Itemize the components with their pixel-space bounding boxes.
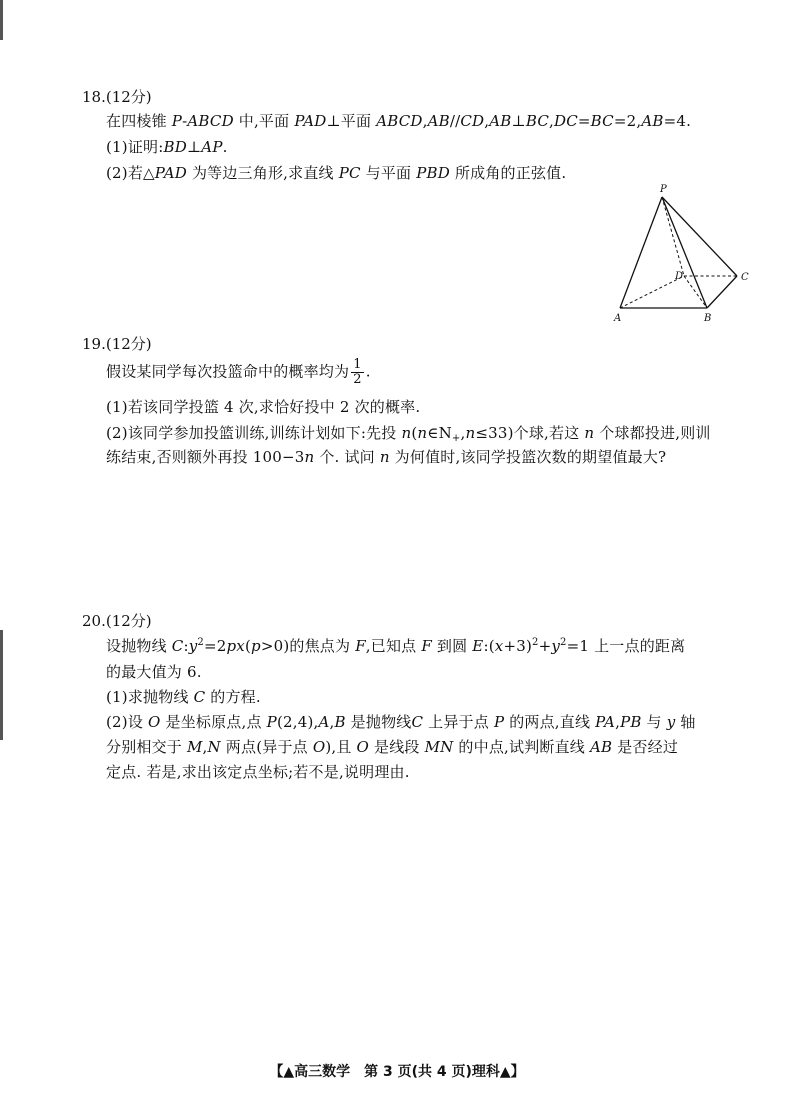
math: PAD [154,164,187,182]
text: , [549,112,554,130]
math: B [334,713,346,731]
question-20-part-2-cont [106,736,678,757]
math: PC [338,164,361,182]
superscript: 2 [532,637,539,648]
text: // [449,112,461,130]
text: 两点(异于点 [220,738,313,756]
math: P [266,713,277,731]
text: 个. 试问 [314,448,380,466]
question-19-part-1: (1)若该同学投篮 4 次,求恰好投中 2 次的概率. [106,398,421,416]
text: 轴 [675,713,696,731]
math: C [193,688,206,706]
text: 练结束,否则额外再投 100−3 [106,448,305,466]
math: O [356,738,370,756]
question-20-stem-cont: 的最大值为 6. [106,663,202,681]
text: (2,4), [276,713,319,731]
math: ABCD [187,112,234,130]
math: O [312,738,326,756]
math: n [417,424,428,442]
math: PA [595,713,616,731]
text: ,已知点 [365,637,422,655]
text: 与平面 [360,164,417,182]
label-c: C [741,272,749,283]
question-20-part-1 [106,686,261,707]
text: +3) [503,637,533,655]
question-19-heading: 19.(12分) [82,335,152,353]
question-18-heading: 18.(12分) [82,88,152,106]
superscript: 2 [197,637,204,648]
math: PAD [294,112,327,130]
edge-pa [620,197,662,308]
question-20-part-2-end: 定点. 若是,求出该定点坐标;若不是,说明理由. [106,763,410,781]
text: . [365,362,371,381]
text: 设抛物线 [106,637,172,655]
text: =2 [203,637,227,655]
math: BD [163,138,187,156]
question-20-part-2 [106,711,696,732]
math: AB [589,738,613,756]
math: y [551,637,561,655]
label-b: B [704,313,712,324]
text: , [460,424,466,442]
question-20-heading: 20.(12分) [82,612,152,630]
question-18-part-2 [106,162,566,183]
text: >0)的焦点为 [260,637,356,655]
text: 的方程. [205,688,261,706]
question-20-stem [106,635,685,656]
fraction-numerator: 1 [353,357,362,372]
math: px [226,637,245,655]
question-19-stem [106,358,371,387]
text: , [484,112,490,130]
math: y [188,637,198,655]
question-19-part-2 [106,422,711,444]
text: 到圆 [431,637,473,655]
text: =2, [613,112,642,130]
text: 的中点,试判断直线 [453,738,590,756]
text: (2)该同学参加投篮训练,训练计划如下:先投 [106,424,402,442]
text: 是坐标原点,点 [160,713,267,731]
text: 在四棱锥 [106,112,172,130]
text: 与 [641,713,667,731]
math: n [304,448,315,466]
label-p: P [660,184,667,195]
label-a: A [614,313,622,324]
text: ≤33)个球,若这 [475,424,585,442]
text: = [577,112,591,130]
pyramid-figure [600,180,760,325]
math: C [171,637,184,655]
math: O [148,713,161,731]
text: ),且 [325,738,357,756]
math: AB [427,112,450,130]
text: (2)若△ [106,164,155,182]
text: , [615,713,621,731]
text: 假设某同学每次投篮命中的概率均为 [106,362,350,381]
text: 是否经过 [612,738,679,756]
text: , [202,738,208,756]
math: C [411,713,424,731]
math: ABCD [376,112,423,130]
text: =4. [663,112,692,130]
math: N [207,738,221,756]
question-19-part-2-cont [106,446,666,467]
text: ( [411,424,418,442]
text: 为何值时,该同学投篮次数的期望值最大? [389,448,667,466]
math: A [318,713,330,731]
math: n [584,424,595,442]
text: 为等边三角形,求直线 [186,164,339,182]
text: 上异于点 [423,713,494,731]
math: PBD [416,164,450,182]
math: x [494,637,504,655]
text: 是抛物线 [345,713,412,731]
text: (1)求抛物线 [106,688,194,706]
question-18-stem [106,110,691,131]
math: BC [525,112,550,130]
scan-edge-top [0,0,3,40]
math: y [666,713,676,731]
math: BC [590,112,614,130]
text: (2)设 [106,713,149,731]
math: M [186,738,203,756]
math: n [379,448,390,466]
math: n [401,424,412,442]
text: ( [244,637,252,655]
text: (1)证明: [106,138,164,156]
text: 是线段 [369,738,425,756]
math: P [493,713,505,731]
text: 个球都投进,则训 [594,424,711,442]
text: 中,平面 [233,112,295,130]
label-d: D [675,271,684,282]
math: P [171,112,183,130]
math: n [465,424,476,442]
text: =1 上一点的距离 [566,637,686,655]
text: , [422,112,428,130]
math: F [421,637,432,655]
math: PB [620,713,642,731]
edge-bc [707,276,737,308]
math: CD [460,112,485,130]
text: ⊥ [186,138,202,156]
math: p [251,637,261,655]
edge-pb [662,197,707,308]
math: AB [641,112,664,130]
text: ⊥平面 [326,112,377,130]
math: AP [201,138,223,156]
text: 所成角的正弦值. [449,164,567,182]
superscript: 2 [560,637,567,648]
math: MN [424,738,454,756]
text: - [182,112,188,130]
math: DC [553,112,578,130]
fraction-one-half [351,358,363,387]
question-18-part-1 [106,136,228,157]
text: : [183,637,189,655]
text: ⊥ [511,112,526,130]
math: E [472,637,484,655]
math: AB [489,112,512,130]
text: 分别相交于 [106,738,187,756]
text: , [329,713,335,731]
text: ∈N [427,424,452,442]
text: :( [483,637,495,655]
math: F [355,637,366,655]
page-footer: 【▲高三数学 第 3 页(共 4 页)理科▲】 [269,1064,525,1080]
text: 的两点,直线 [504,713,596,731]
text: + [538,637,552,655]
fraction-denominator: 2 [353,372,362,387]
text: . [222,138,228,156]
subscript: + [451,433,461,444]
scan-edge-mid [0,630,3,740]
